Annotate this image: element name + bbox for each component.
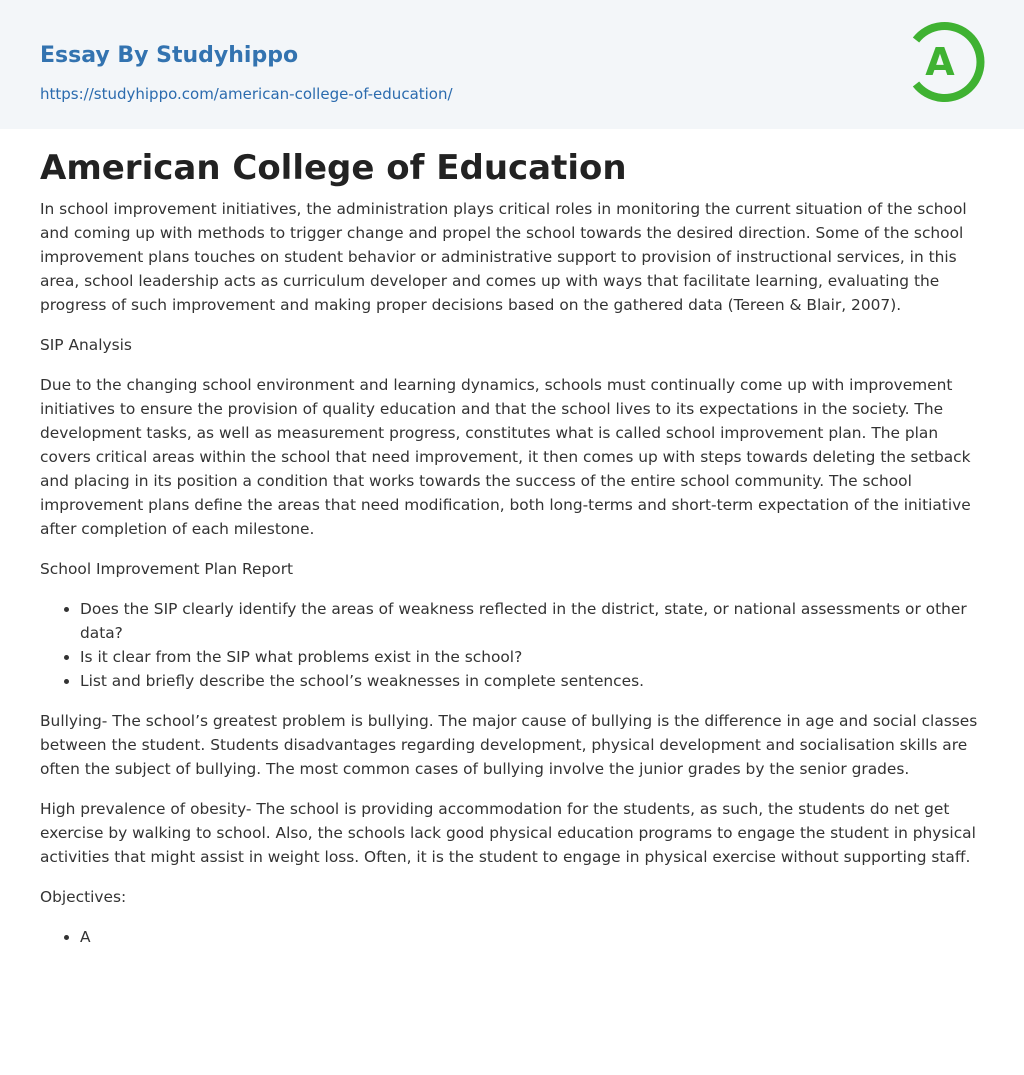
sip-analysis-paragraph: Due to the changing school environment and learning dynamics, schools must continually come up with improvement initiatives to ensure the provision of quality education and that the school lives to its expectations in the society. The development tasks, as well as measurement progress, constitutes what is called school improvement plan. The plan covers critical areas within the school that need improvement, it then comes up with steps towards deleting the setback and placing in its position a condition that works towards the success of the entire school community. The school improvement plans define the areas that need modification, both long-terms and short-term expectation of the initiative after completion of each milestone.: [40, 376, 971, 538]
report-question-list: [40, 597, 984, 693]
objectives-list: [40, 925, 984, 949]
list-item: • Does the SIP clearly identify the areas of weakness reflected in the district, state, or national assessments or other data?: [80, 597, 984, 645]
page-title: American College of Education: [40, 148, 627, 188]
intro-paragraph: In school improvement initiatives, the administration plays critical roles in monitoring the current situation of the school and coming up with methods to trigger change and propel the school towards the desired direction. Some of the school improvement plans touches on student behavior or administrative support to provision of instructional services, in this area, school leadership acts as curriculum developer and comes up with ways that facilitate learning, evaluating the progress of such improvement and making proper decisions based on the gathered data (Tereen & Blair, 2007).: [40, 200, 967, 314]
section-heading-objectives: Objectives:: [40, 888, 127, 906]
logo-letter: A: [925, 40, 955, 84]
bullying-paragraph: Bullying- The school’s greatest problem is bullying. The major cause of bullying is the difference in age and social classes between the student. Students disadvantages regarding development, physical development and socialisation skills are often the subject of bullying. The most common cases of bullying involve the junior grades by the senior grades.: [40, 712, 978, 778]
essay-url-link[interactable]: https://studyhippo.com/american-college-of-education/: [40, 85, 453, 103]
list-item: • List and briefly describe the school’s weaknesses in complete sentences.: [80, 669, 984, 693]
obesity-paragraph: High prevalence of obesity- The school is providing accommodation for the students, as such, the students do net get exercise by walking to school. Also, the schools lack good physical education programs to engage the student in physical activities that might assist in weight loss. Often, it is the student to engage in physical exercise without supporting staff.: [40, 800, 976, 866]
section-heading-improvement-report: School Improvement Plan Report: [40, 560, 294, 578]
essay-content: [0, 129, 1024, 949]
section-heading-sip-analysis: SIP Analysis: [40, 336, 132, 354]
brand-title: Essay By Studyhippo: [40, 43, 299, 68]
list-item: • Is it clear from the SIP what problems exist in the school?: [80, 645, 984, 669]
list-item: • A: [80, 925, 984, 949]
site-header: [0, 0, 1024, 129]
logo-icon[interactable]: [908, 18, 988, 106]
